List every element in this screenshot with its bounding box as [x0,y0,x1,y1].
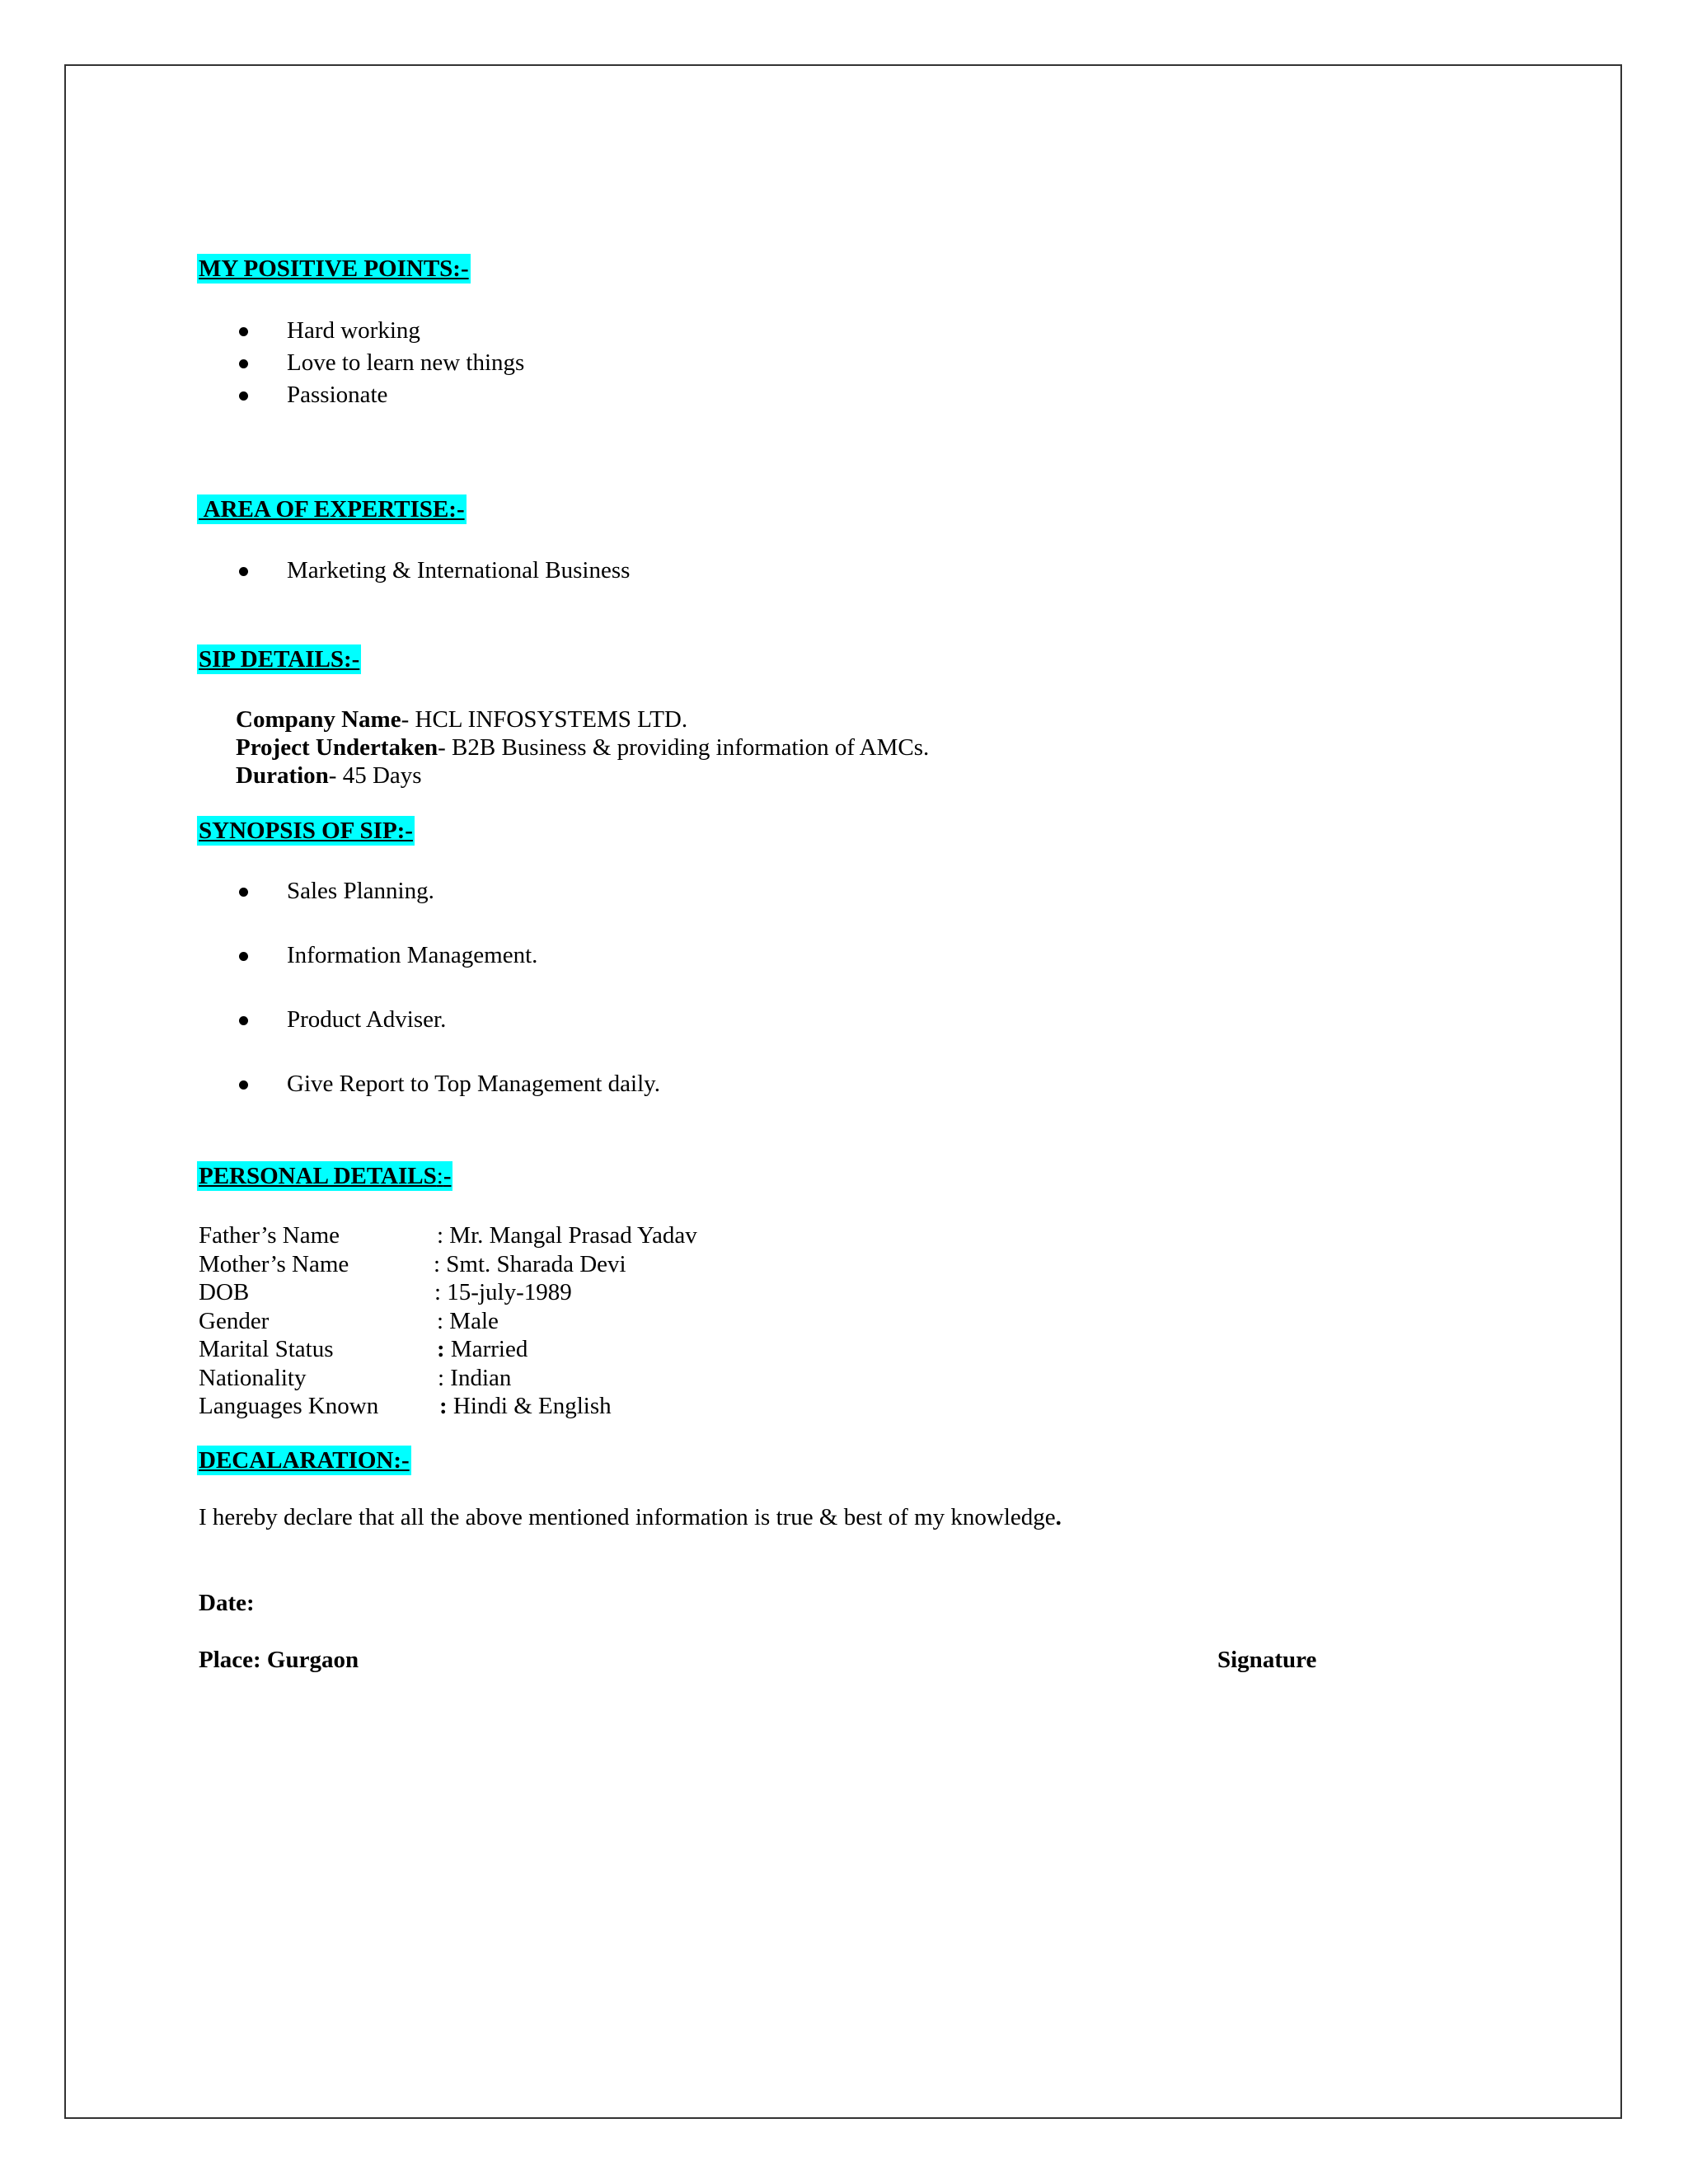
bullet-icon [239,359,248,368]
personal-row-gender: Gender : Male [199,1307,499,1334]
bullet-icon [239,888,248,897]
declaration-text: I hereby declare that all the above mentioned information is true & best of my knowledge. [199,1504,1062,1530]
date-label: Date: [199,1590,255,1616]
bullet-icon [239,952,248,961]
personal-heading: PERSONAL DETAILS:- [199,1163,452,1189]
list-item: Product Adviser. [198,1004,660,1036]
expertise-list [198,555,630,587]
bullet-icon [239,1080,248,1090]
synopsis-heading: SYNOPSIS OF SIP:- [199,818,413,844]
signature-label: Signature [1217,1647,1317,1673]
bullet-icon [239,1016,248,1025]
bullet-icon [239,391,248,401]
list-item: Marketing & International Business [198,555,630,587]
personal-row-marital: Marital Status : Married [199,1336,528,1362]
personal-row-mother: Mother’s Name : Smt. Sharada Devi [199,1250,626,1277]
place-label: Place: Gurgaon [199,1647,359,1673]
list-item: Sales Planning. [198,875,660,907]
personal-row-nationality: Nationality : Indian [199,1364,512,1391]
sip-details [236,705,929,790]
synopsis-list [198,875,660,1132]
positive-points-heading: MY POSITIVE POINTS:- [199,255,469,282]
bullet-icon [239,327,248,336]
list-item: Information Management. [198,940,660,972]
list-item: Hard working [198,315,524,347]
bullet-icon [239,567,248,576]
personal-row-languages: Languages Known : Hindi & English [199,1393,612,1419]
personal-row-father: Father’s Name : Mr. Mangal Prasad Yadav [199,1222,697,1249]
personal-row-dob: DOB : 15-july-1989 [199,1279,572,1305]
sip-heading: SIP DETAILS:- [199,646,360,673]
list-item: Love to learn new things [198,347,524,379]
positive-points-list [198,315,524,411]
personal-details [199,1221,858,1421]
sip-company: Company Name- HCL INFOSYSTEMS LTD. [236,706,688,733]
sip-duration: Duration- 45 Days [236,762,422,789]
declaration-heading: DECALARATION:- [199,1447,410,1474]
expertise-heading: AREA OF EXPERTISE:- [199,496,465,523]
sip-project: Project Undertaken- B2B Business & providing information of AMCs. [236,734,930,761]
list-item: Give Report to Top Management daily. [198,1068,660,1100]
list-item: Passionate [198,379,524,411]
